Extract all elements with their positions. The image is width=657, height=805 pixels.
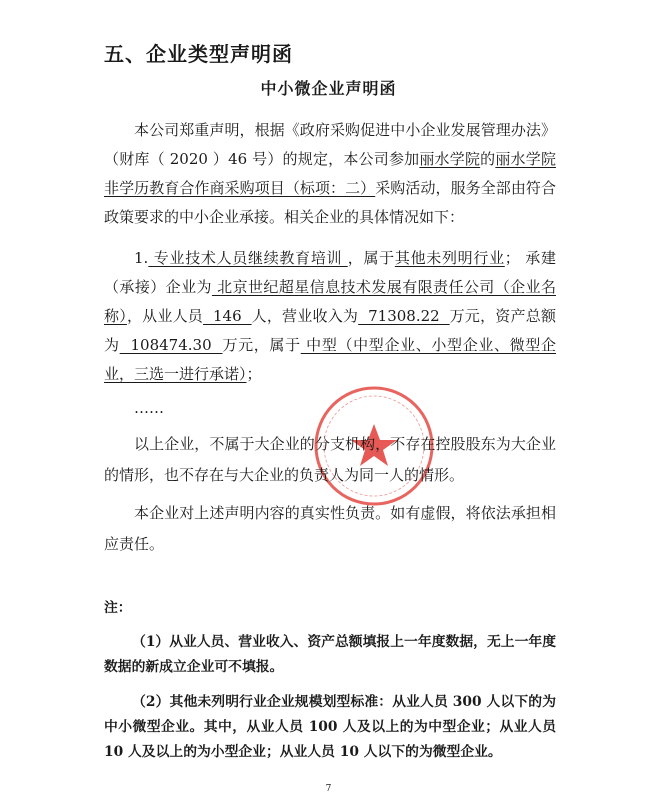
note-1: （1）从业人员、营业收入、资产总额填报上一年度数据，无上一年度数据的新成立企业可不填报。 xyxy=(104,634,556,675)
staff-count: 146 xyxy=(203,307,252,325)
ellipsis: …… xyxy=(134,399,164,417)
project-name: 丽水学院非学历教育合作商采购项目（标项：二） xyxy=(104,150,556,197)
notes-label: 注： xyxy=(104,600,132,616)
industry: 其他未列明行业 xyxy=(394,249,505,267)
item-number: 1. xyxy=(134,249,149,267)
company-name: 北京世纪超星信息技术发展有限责任公司（企业名称） xyxy=(104,278,556,325)
item-text: 人，营业收入为 xyxy=(251,307,359,325)
purchaser-name: 丽水学院 xyxy=(419,150,481,168)
page-number: 7 xyxy=(325,784,332,794)
document-body xyxy=(104,116,556,765)
total-assets: 108474.30 xyxy=(119,336,223,354)
revenue: 71308.22 xyxy=(358,307,450,325)
doc-title: 中小微企业声明函 xyxy=(260,79,397,98)
intro-text: 的 xyxy=(480,150,496,168)
item-text: ，属于 xyxy=(347,249,395,267)
service-name: 专业技术人员继续教育培训 xyxy=(148,249,348,267)
responsibility-paragraph: 本企业对上述声明内容的真实性负责。如有虚假，将依法承担相应责任。 xyxy=(104,504,556,553)
section-heading: 五、企业类型声明函 xyxy=(104,42,293,66)
intro-text: 本公司郑重声明，根据《政府采购促进中小企业发展管理办法》（财库（ 2020 ）46 号）的规定，本公司参加 xyxy=(104,121,556,168)
intro-text: 采购活动，服务全部由符合政策要求的中小企业承接。相关企业的具体情况如下： xyxy=(104,179,556,226)
enterprise-item xyxy=(104,244,556,389)
note-2: （2）其他未列明行业企业规模划型标准：从业人员 300 人以下的为中小微型企业。其中，从业人员 100 人及以上的为中型企业；从业人员 10 人及以上的为小型企业；从业人员 10 人以下的为微型企业。 xyxy=(104,694,556,760)
intro-paragraph xyxy=(104,116,556,232)
item-text: 万元，资产总额为 xyxy=(104,307,556,354)
item-text: ； 承建（承接）企业为 xyxy=(104,249,556,296)
item-text: 万元，属于 xyxy=(222,336,301,354)
item-text: ； xyxy=(246,365,262,383)
not-large-enterprise-paragraph: 以上企业，不属于大企业的分支机构，不存在控股股东为大企业的情形，也不存在与大企业的负责人为同一人的情形。 xyxy=(104,435,556,484)
item-text: ，从业人员 xyxy=(126,307,204,325)
enterprise-type: 中型（中型企业、小型企业、微型企业，三选一进行承诺） xyxy=(104,336,556,383)
